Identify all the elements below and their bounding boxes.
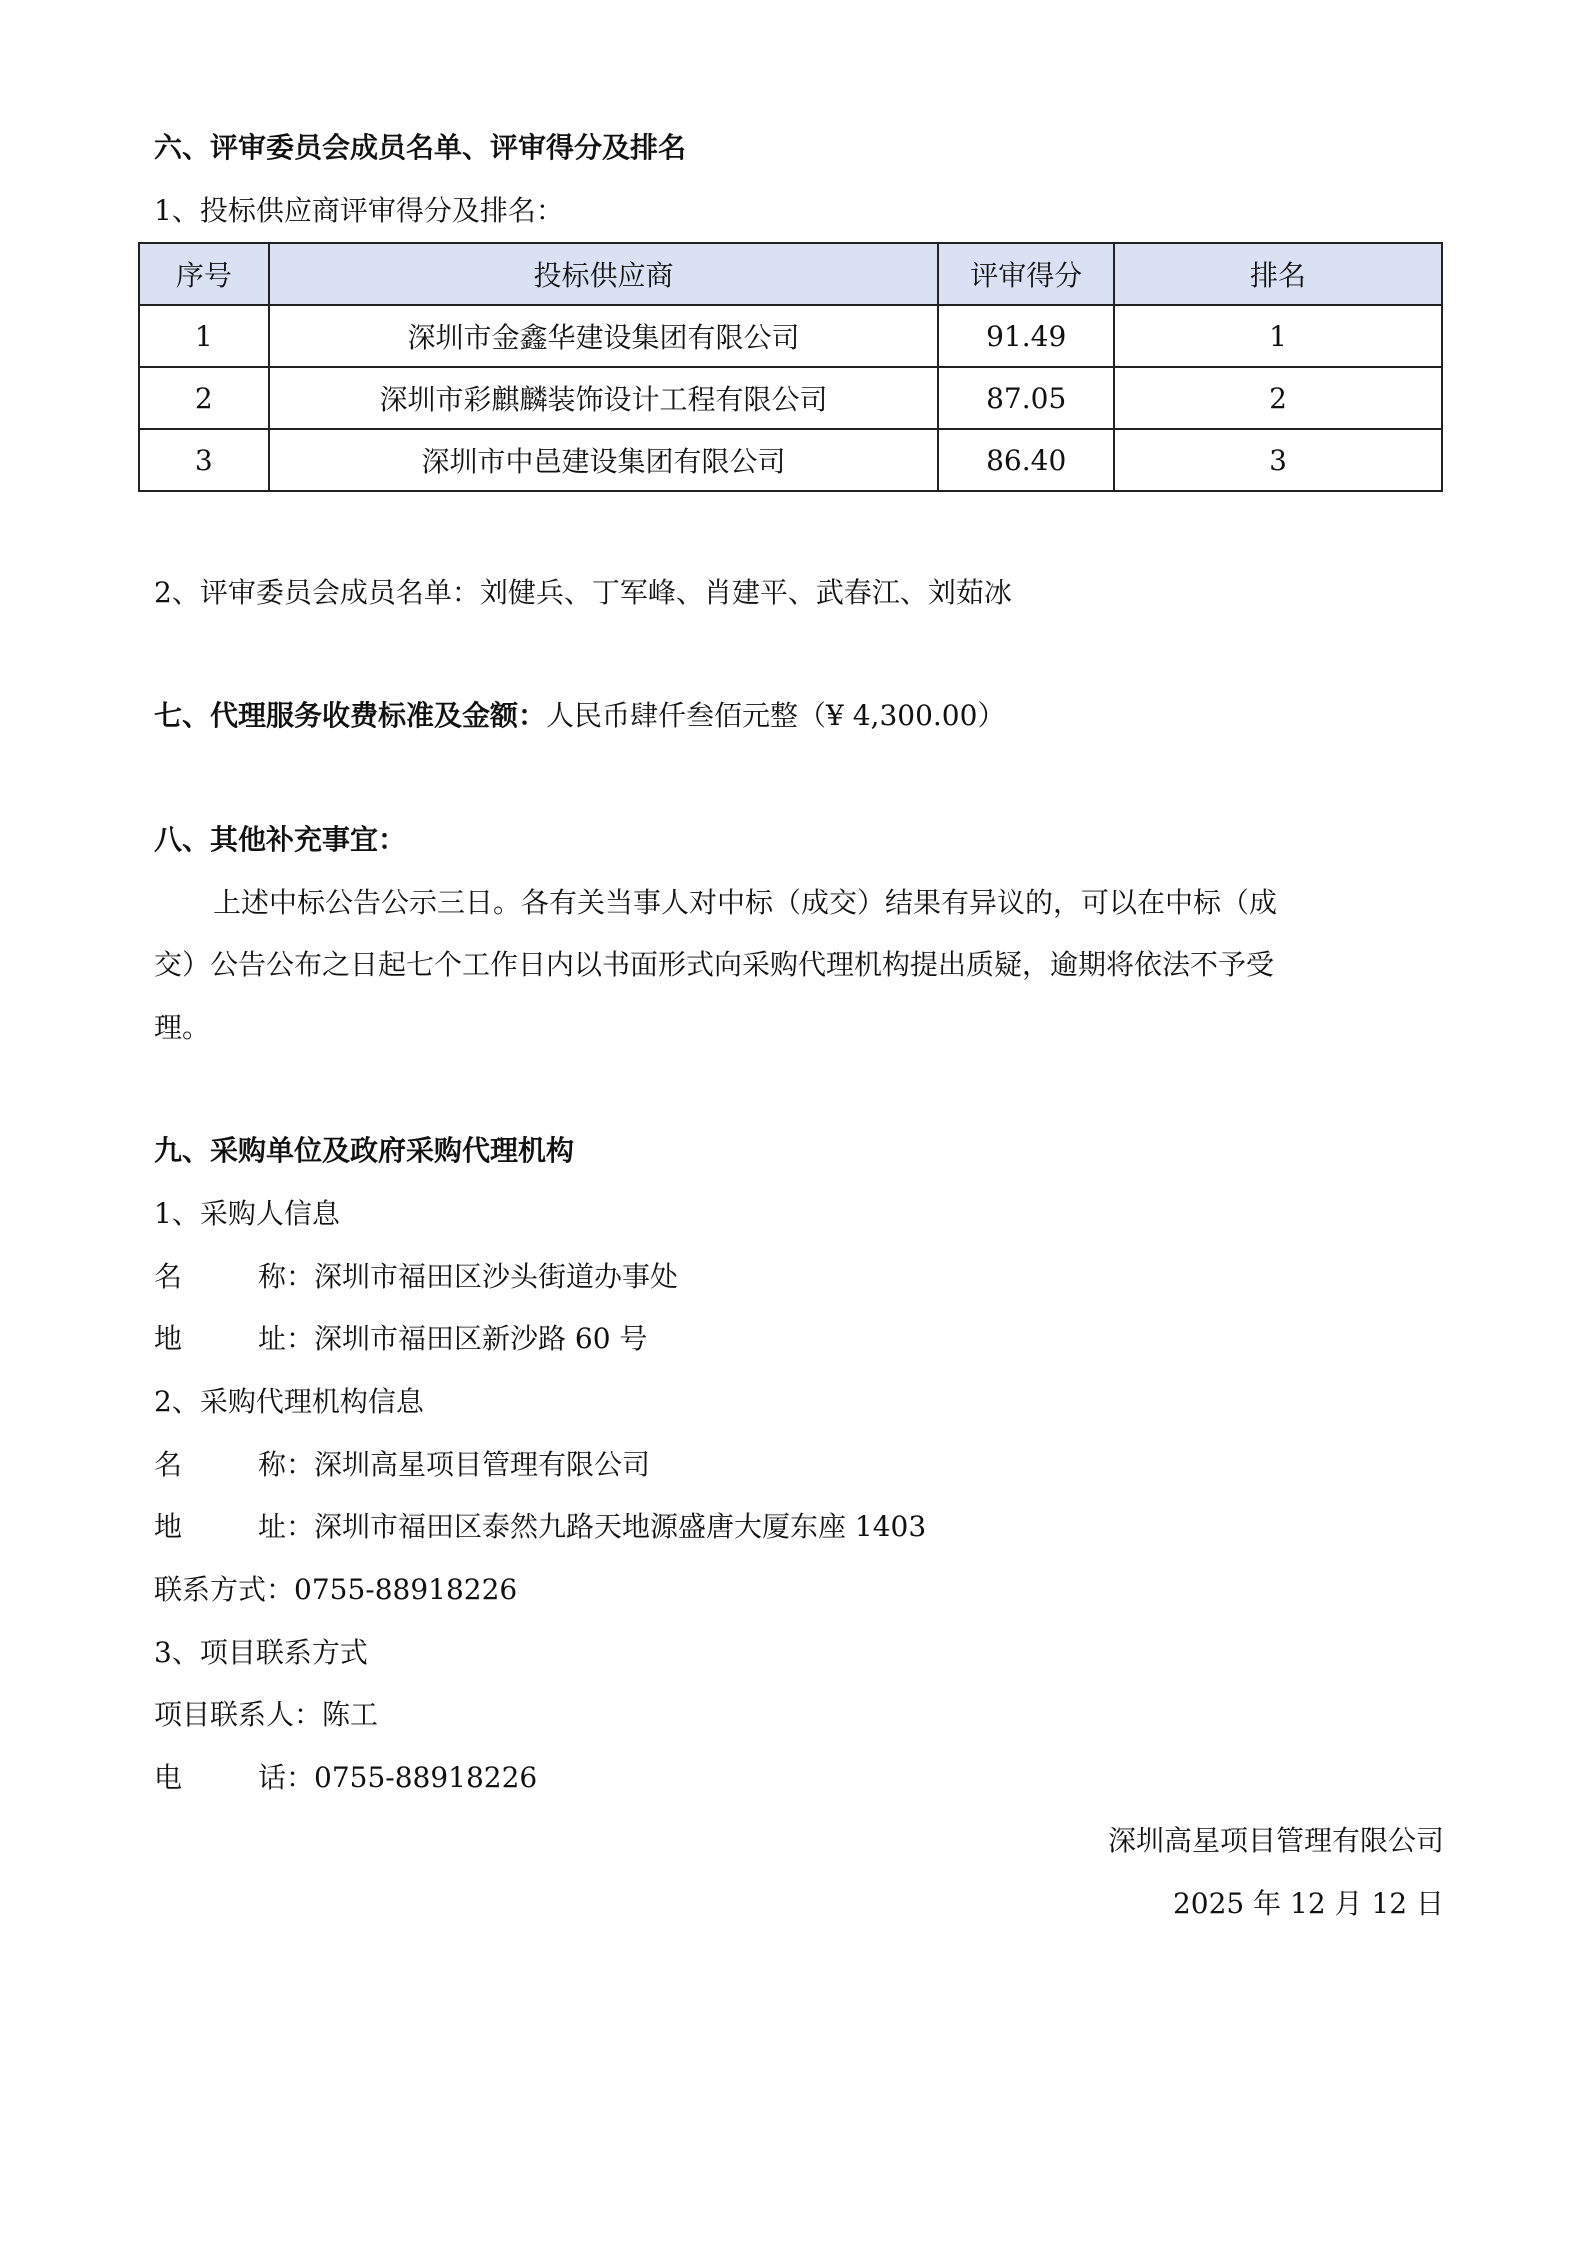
table-row (139, 305, 1442, 367)
label-char: 地 (154, 1510, 183, 1543)
agency-contact-value: 0755-88918226 (294, 1573, 518, 1606)
label-char: 电 (154, 1761, 183, 1794)
table-header-row (139, 243, 1442, 305)
header-no: 序号 (139, 243, 269, 305)
agency-name-label (154, 1445, 314, 1485)
agency-address-label (154, 1507, 314, 1547)
label-char: 称： (257, 1448, 314, 1481)
project-phone-label (154, 1758, 314, 1798)
committee-members: 2、评审委员会成员名单：刘健兵、丁军峰、肖建平、武春江、刘茹冰 (154, 576, 1012, 609)
signature-company: 深圳高星项目管理有限公司 (1107, 1824, 1444, 1857)
cell-no: 3 (139, 429, 269, 491)
project-contact-title: 3、项目联系方式 (154, 1636, 368, 1669)
label-char: 址： (257, 1322, 314, 1355)
agency-name-value: 深圳高星项目管理有限公司 (314, 1448, 651, 1481)
purchaser-name (154, 1257, 678, 1297)
label-char: 名 (154, 1448, 183, 1481)
cell-supplier: 深圳市彩麒麟装饰设计工程有限公司 (269, 367, 939, 429)
cell-supplier: 深圳市金鑫华建设集团有限公司 (269, 305, 939, 367)
table-row (139, 367, 1442, 429)
section-6-heading: 六、评审委员会成员名单、评审得分及排名 (154, 131, 687, 164)
cell-supplier: 深圳市中邑建设集团有限公司 (269, 429, 939, 491)
section-9-heading: 九、采购单位及政府采购代理机构 (154, 1134, 575, 1167)
cell-score: 87.05 (938, 367, 1114, 429)
cell-rank: 3 (1114, 429, 1442, 491)
project-person-label: 项目联系人： (154, 1698, 323, 1731)
project-contact-person (154, 1695, 378, 1735)
cell-rank: 2 (1114, 367, 1442, 429)
purchaser-address-value: 深圳市福田区新沙路 60 号 (314, 1322, 648, 1355)
header-supplier: 投标供应商 (269, 243, 939, 305)
label-char: 话： (257, 1761, 314, 1794)
agency-title: 2、采购代理机构信息 (154, 1385, 424, 1418)
section-7 (154, 696, 1005, 736)
agency-address (154, 1507, 926, 1547)
table-row (139, 429, 1442, 491)
label-char: 址： (257, 1510, 314, 1543)
purchaser-name-value: 深圳市福田区沙头街道办事处 (314, 1260, 679, 1293)
cell-rank: 1 (1114, 305, 1442, 367)
section-8-para-line1: 上述中标公告公示三日。各有关当事人对中标（成交）结果有异议的，可以在中标（成 (213, 886, 1278, 919)
section-7-heading: 七、代理服务收费标准及金额： (154, 699, 547, 732)
cell-score: 91.49 (938, 305, 1114, 367)
project-person-value: 陈工 (322, 1698, 379, 1731)
signature-date: 2025 年 12 月 12 日 (1172, 1887, 1444, 1920)
header-score: 评审得分 (938, 243, 1114, 305)
section-6-sub1: 1、投标供应商评审得分及排名： (154, 194, 564, 227)
section-8-para-line2: 交）公告公布之日起七个工作日内以书面形式向采购代理机构提出质疑，逾期将依法不予受 (154, 948, 1275, 981)
purchaser-title: 1、采购人信息 (154, 1197, 340, 1230)
agency-contact (154, 1570, 517, 1610)
agency-contact-label: 联系方式： (154, 1573, 295, 1606)
header-rank: 排名 (1114, 243, 1442, 305)
project-phone-value: 0755-88918226 (314, 1761, 538, 1794)
agency-name (154, 1445, 650, 1485)
purchaser-address (154, 1319, 647, 1359)
cell-score: 86.40 (938, 429, 1114, 491)
cell-no: 1 (139, 305, 269, 367)
purchaser-address-label (154, 1319, 314, 1359)
section-8-heading: 八、其他补充事宜： (154, 823, 407, 856)
label-char: 称： (257, 1260, 314, 1293)
cell-no: 2 (139, 367, 269, 429)
section-8-para-line3: 理。 (154, 1011, 211, 1044)
agency-address-value: 深圳市福田区泰然九路天地源盛唐大厦东座 1403 (314, 1510, 927, 1543)
label-char: 地 (154, 1322, 183, 1355)
purchaser-name-label (154, 1257, 314, 1297)
scores-table (138, 242, 1443, 492)
label-char: 名 (154, 1260, 183, 1293)
agency-fee-value: 人民币肆仟叁佰元整（¥ 4,300.00） (546, 699, 1006, 732)
project-phone (154, 1758, 537, 1798)
